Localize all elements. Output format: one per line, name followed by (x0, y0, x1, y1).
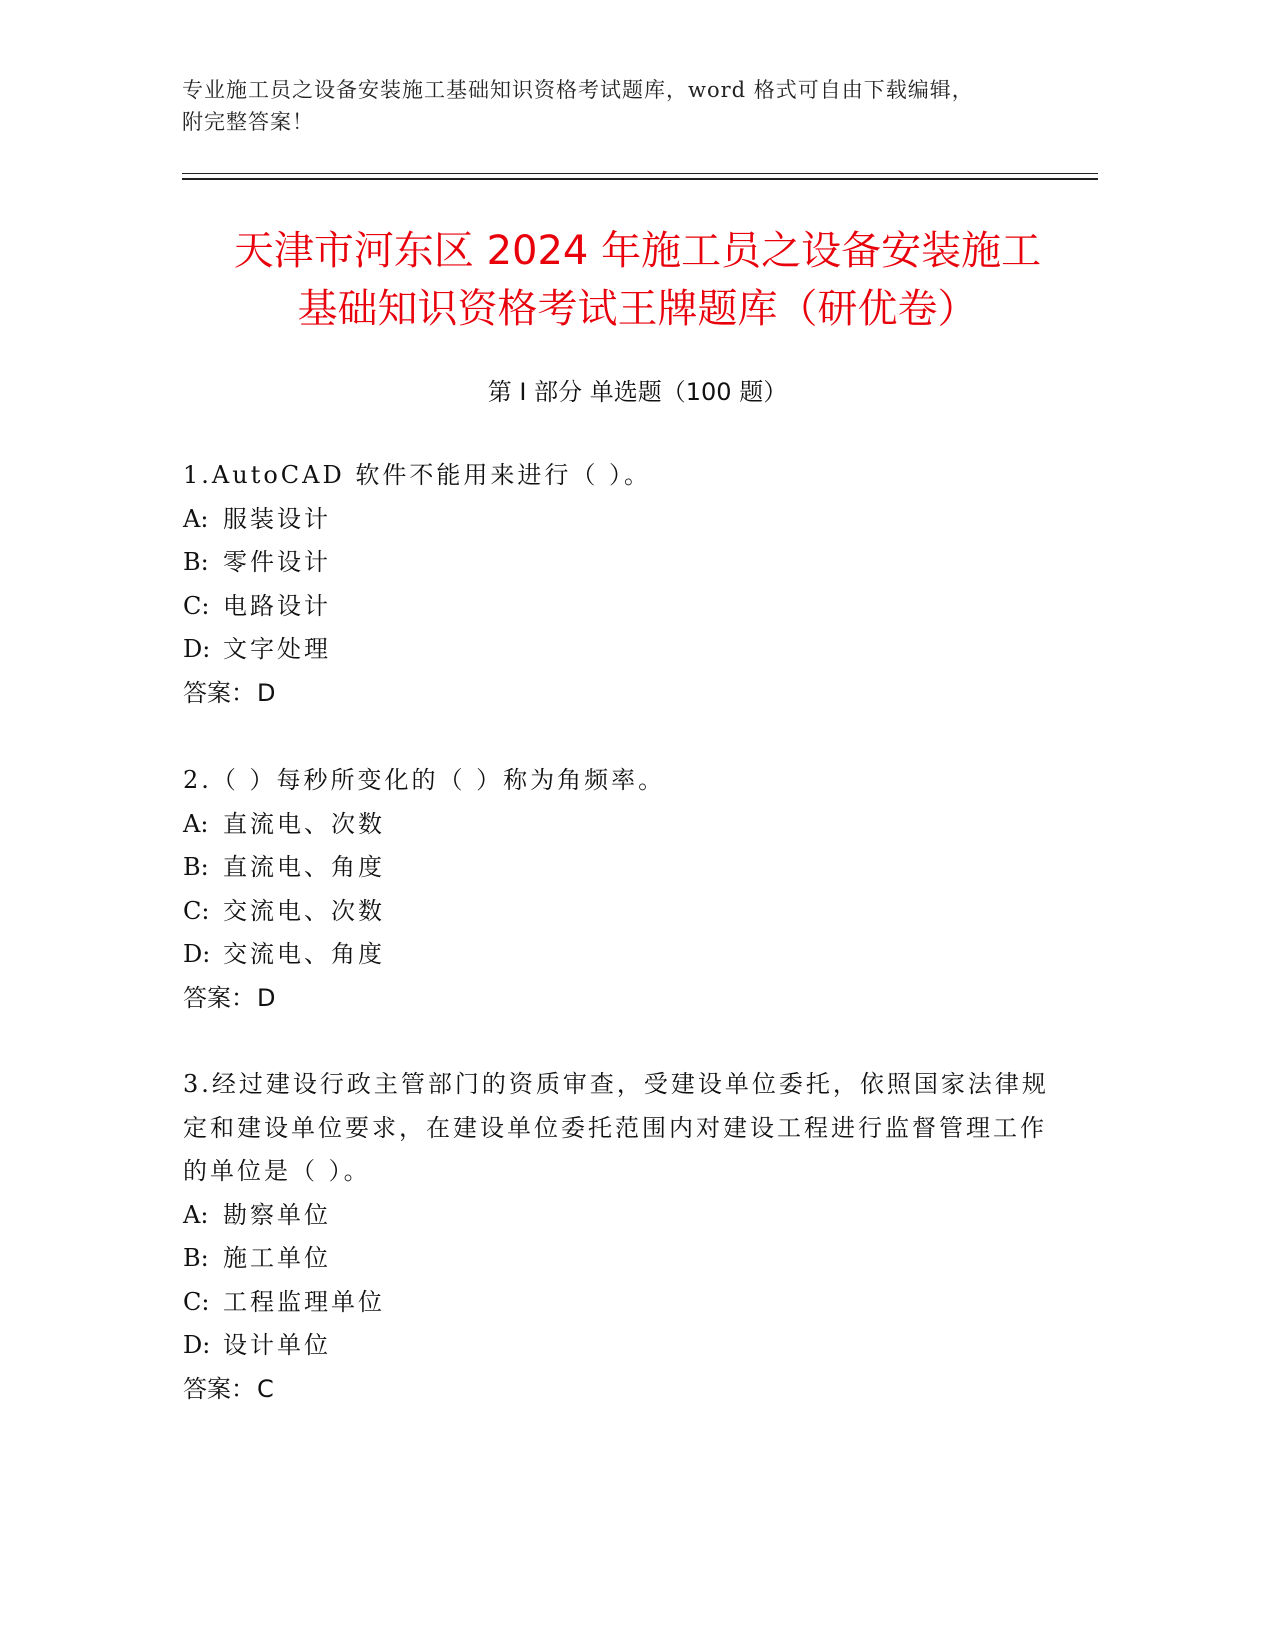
option-text: 交流电、角度 (223, 940, 385, 968)
option-letter: C: (183, 1287, 210, 1316)
header-note-line-1: 专业施工员之设备安装施工基础知识资格考试题库，word 格式可自由下载编辑， (182, 78, 974, 102)
option-letter: D: (183, 940, 211, 968)
answer-label: 答案： (183, 983, 255, 1012)
option-text: 零件设计 (223, 548, 331, 576)
option-text: 直流电、次数 (223, 809, 385, 838)
question-1 (183, 454, 1063, 715)
answer-value: D (257, 983, 276, 1012)
option-b (183, 846, 1063, 890)
option-letter: D: (183, 1331, 211, 1359)
document-title-line-2: 基础知识资格考试王牌题库（研优卷） (297, 286, 978, 332)
question-stem: 3.经过建设行政主管部门的资质审查，受建设单位委托，依照国家法律规定和建设单位要求，在建设单位委托范围内对建设工程进行监督管理工作的单位是（ ）。 (183, 1070, 1049, 1185)
option-text: 服装设计 (223, 504, 331, 533)
option-text: 直流电、角度 (223, 853, 385, 881)
question-stem: 1.AutoCAD 软件不能用来进行（ ）。 (183, 461, 651, 489)
answer-line (183, 1368, 1063, 1412)
option-letter: C: (183, 591, 210, 620)
option-text: 设计单位 (223, 1331, 331, 1359)
option-d (183, 933, 1063, 977)
option-text: 电路设计 (223, 591, 331, 620)
option-letter: B: (183, 853, 209, 881)
header-note (182, 74, 1042, 138)
option-letter: D: (183, 635, 211, 663)
section-heading: 第 I 部分 单选题（100 题） (487, 378, 788, 406)
option-letter: B: (183, 548, 209, 576)
option-text: 交流电、次数 (223, 896, 385, 925)
option-text: 工程监理单位 (223, 1287, 385, 1316)
answer-label: 答案： (183, 1374, 255, 1403)
answer-value: D (257, 678, 276, 707)
option-text: 文字处理 (223, 635, 331, 663)
answer-label: 答案： (183, 678, 255, 707)
document-title-line-1: 天津市河东区 2024 年施工员之设备安装施工 (233, 228, 1042, 274)
option-letter: A: (183, 1200, 209, 1229)
option-c (183, 890, 1063, 934)
question-2 (183, 759, 1063, 1020)
option-d (183, 628, 1063, 672)
option-b (183, 1237, 1063, 1281)
option-a (183, 803, 1063, 847)
header-divider-thin (182, 173, 1098, 174)
option-b (183, 541, 1063, 585)
document-title (150, 222, 1125, 338)
option-text: 勘察单位 (223, 1200, 331, 1229)
header-divider-thick (182, 178, 1098, 180)
option-letter: C: (183, 896, 210, 925)
question-3 (183, 1063, 1063, 1411)
question-stem: 2.（ ）每秒所变化的（ ）称为角频率。 (183, 766, 666, 794)
option-a (183, 498, 1063, 542)
option-c (183, 585, 1063, 629)
answer-value: C (257, 1374, 274, 1403)
option-c (183, 1281, 1063, 1325)
answer-line (183, 977, 1063, 1021)
option-d (183, 1324, 1063, 1368)
option-letter: A: (183, 504, 209, 533)
answer-line (183, 672, 1063, 716)
header-note-line-2: 附完整答案！ (182, 110, 314, 134)
option-a (183, 1194, 1063, 1238)
option-text: 施工单位 (223, 1244, 331, 1272)
option-letter: A: (183, 809, 209, 838)
option-letter: B: (183, 1244, 209, 1272)
